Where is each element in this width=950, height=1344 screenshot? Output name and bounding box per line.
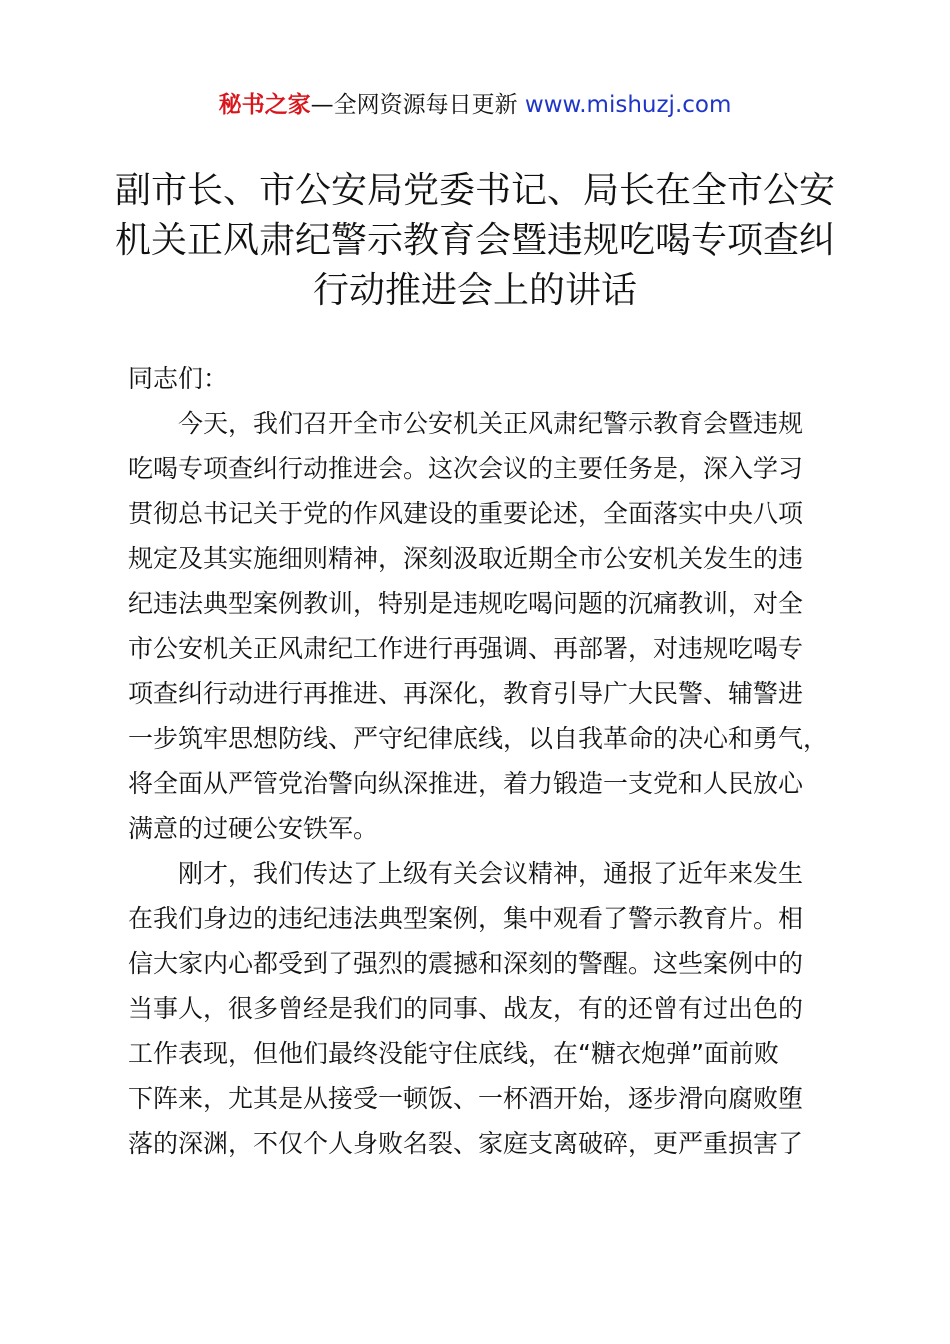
document-title	[110, 166, 840, 316]
title-line: 副市长、市公安局党委书记、局长在全市公安	[114, 170, 835, 211]
text-line: 满意的过硬公安铁军。	[128, 814, 379, 843]
brand-name: 秘书之家	[218, 92, 311, 118]
text-line: 今天，我们召开全市公安机关正风肃纪警示教育会暨违规	[178, 409, 804, 438]
text-line: 落的深渊，不仅个人身败名裂、家庭支离破碎，更严重损害了	[128, 1129, 804, 1158]
text-line: 规定及其实施细则精神，深刻汲取近期全市公安机关发生的违	[128, 544, 804, 573]
document-body	[128, 356, 848, 1166]
text-line: 在我们身边的违纪违法典型案例，集中观看了警示教育片。相	[128, 904, 804, 933]
paragraph-1	[128, 401, 848, 851]
greeting: 同志们：	[128, 364, 229, 393]
text-line: 工作表现，但他们最终没能守住底线，在“糖衣炮弹”面前败	[128, 1039, 779, 1068]
text-line: 将全面从严管党治警向纵深推进，着力锻造一支党和人民放心	[128, 769, 804, 798]
text-line: 吃喝专项查纠行动推进会。这次会议的主要任务是，深入学习	[128, 454, 804, 483]
text-line: 当事人，很多曾经是我们的同事、战友，有的还曾有过出色的	[128, 994, 804, 1023]
text-line: 市公安机关正风肃纪工作进行再强调、再部署，对违规吃喝专	[128, 634, 804, 663]
site-url-link[interactable]: www.mishuzj.com	[524, 92, 732, 118]
text-line: 纪违法典型案例教训，特别是违规吃喝问题的沉痛教训，对全	[128, 589, 804, 618]
text-line: 刚才，我们传达了上级有关会议精神，通报了近年来发生	[178, 859, 804, 888]
paragraph-2	[128, 851, 848, 1166]
text-line: 贯彻总书记关于党的作风建设的重要论述，全面落实中央八项	[128, 499, 804, 528]
header-tagline: —全网资源每日更新	[310, 92, 518, 118]
text-line: 信大家内心都受到了强烈的震撼和深刻的警醒。这些案例中的	[128, 949, 804, 978]
title-line: 机关正风肃纪警示教育会暨违规吃喝专项查纠	[114, 220, 835, 261]
text-line: 一步筑牢思想防线、严守纪律底线，以自我革命的决心和勇气，	[128, 724, 829, 753]
site-header	[0, 88, 950, 122]
title-line: 行动推进会上的讲话	[312, 270, 637, 311]
text-line: 项查纠行动进行再推进、再深化，教育引导广大民警、辅警进	[128, 679, 804, 708]
text-line: 下阵来，尤其是从接受一顿饭、一杯酒开始，逐步滑向腐败堕	[128, 1084, 804, 1113]
